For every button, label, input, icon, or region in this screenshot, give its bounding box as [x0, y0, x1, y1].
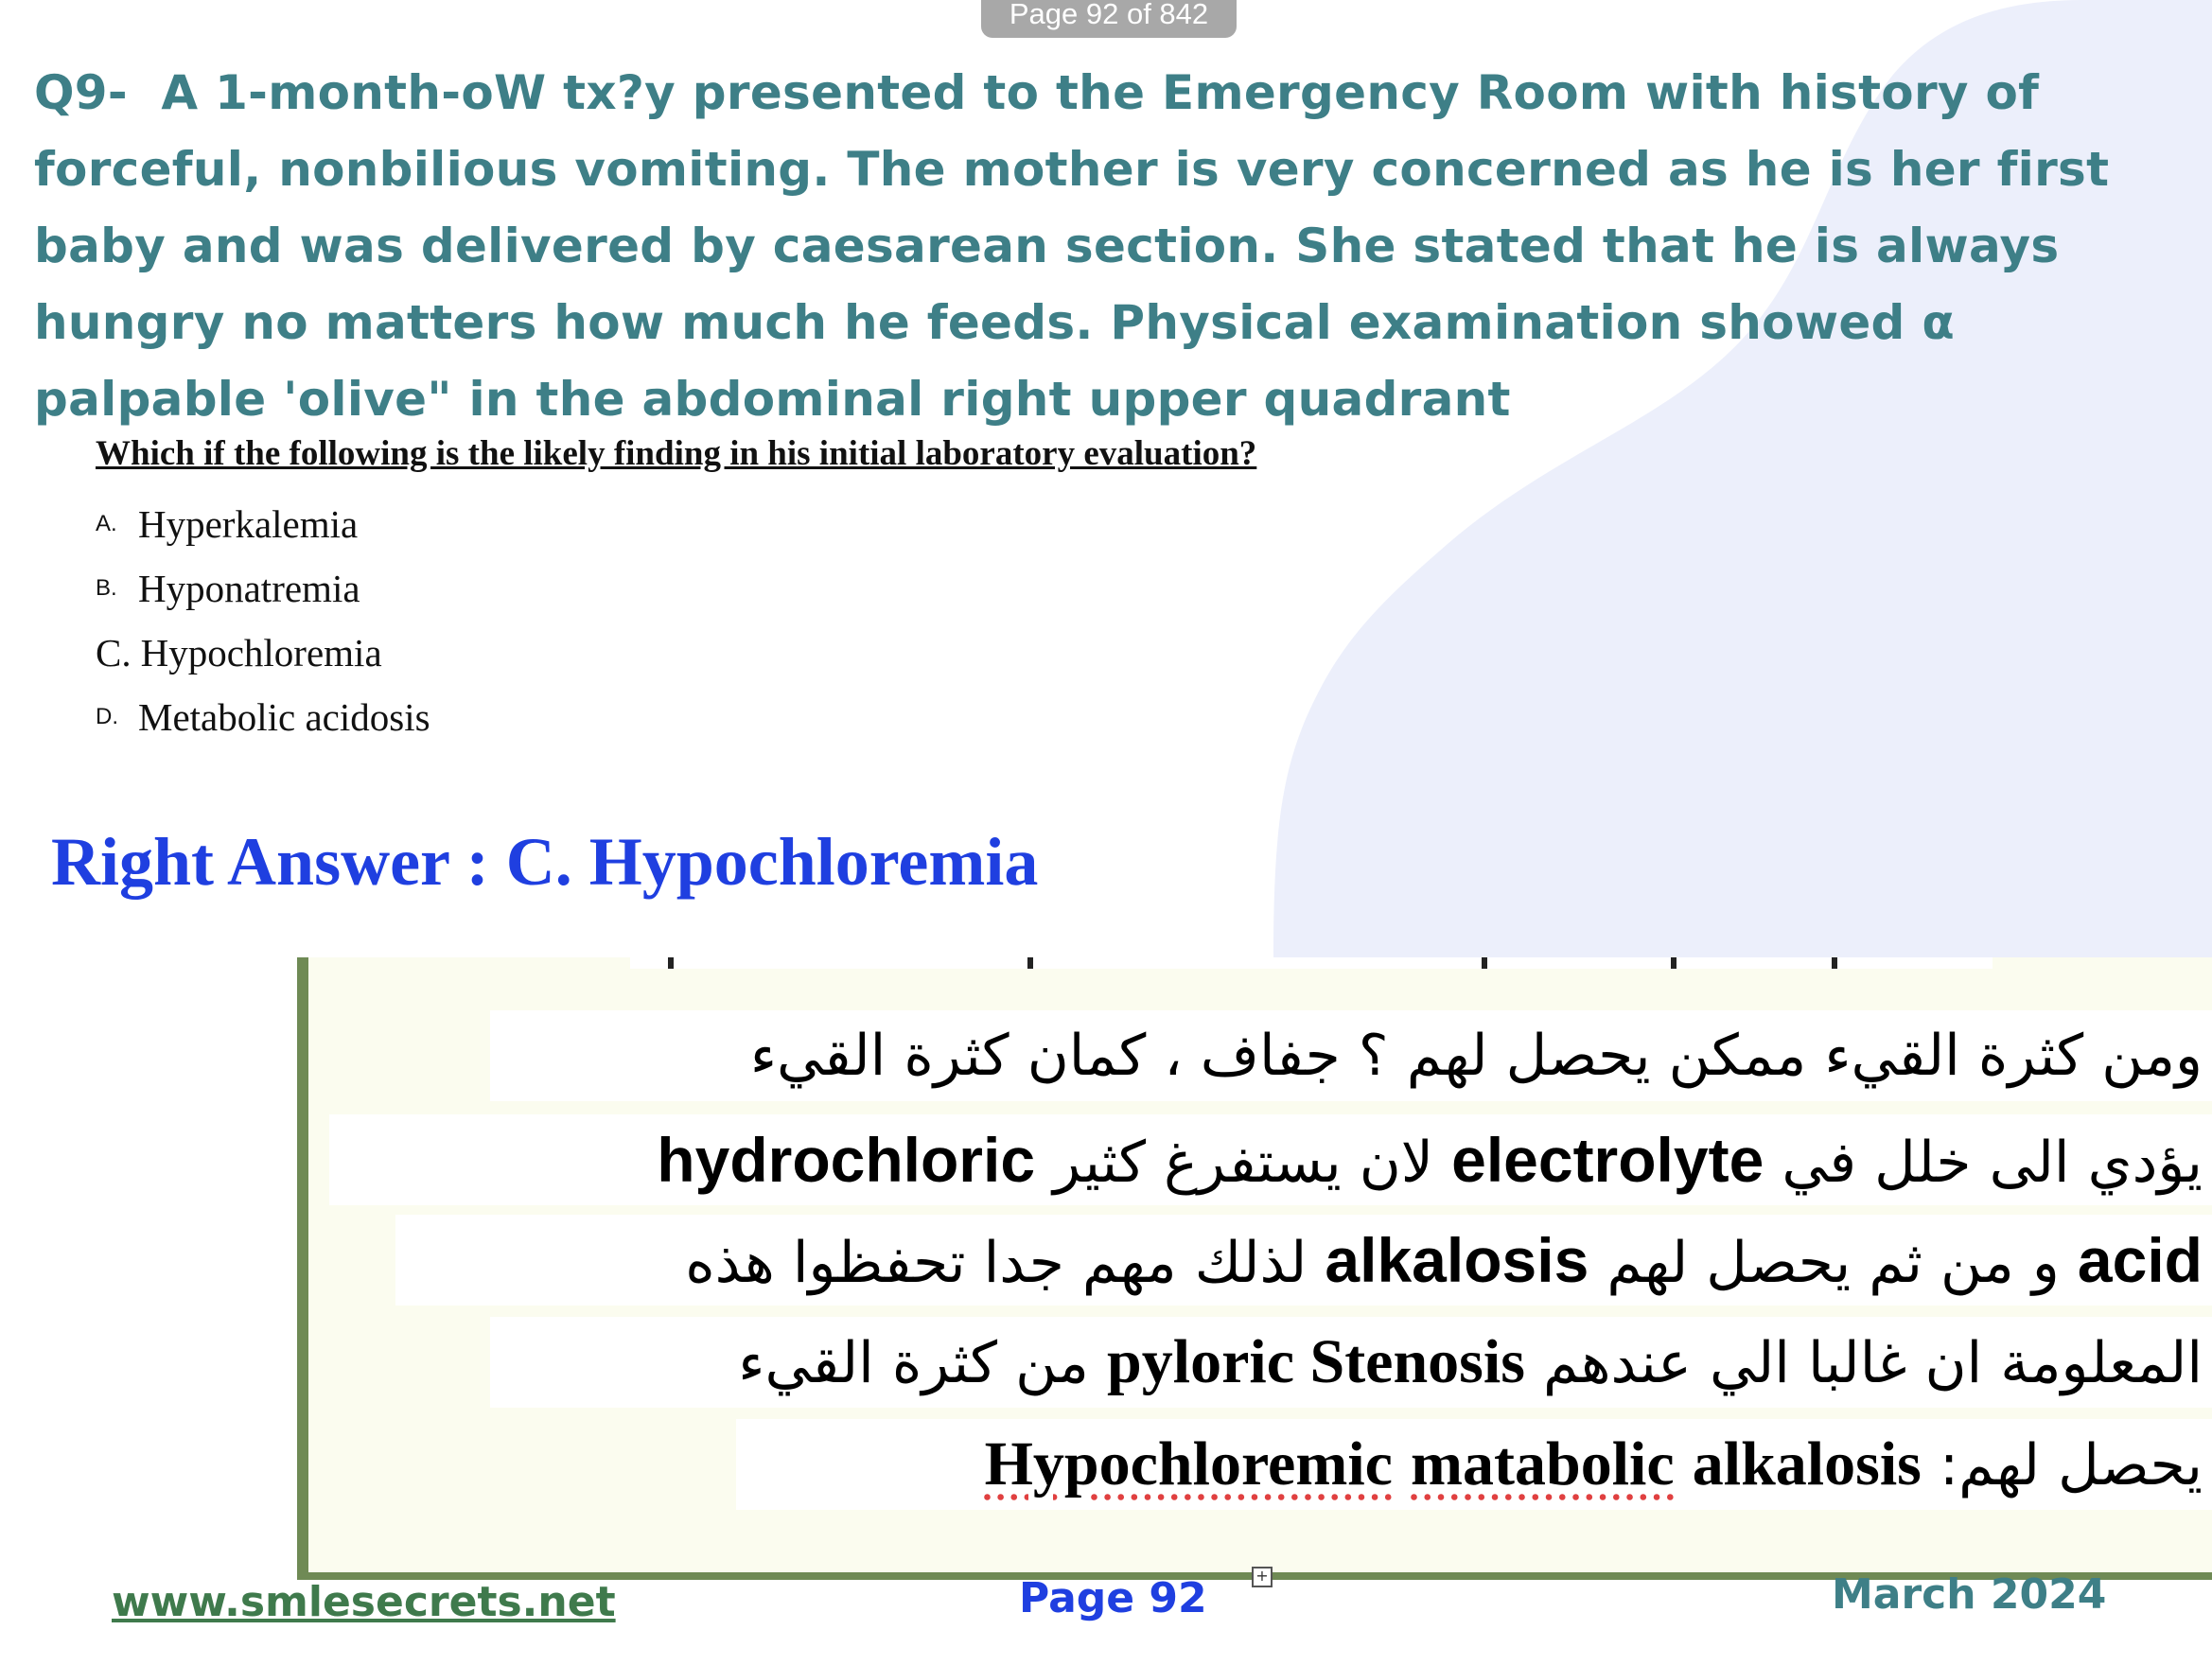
clipped-text-fragment: [668, 957, 674, 969]
note-text: يؤدي الى خلل في: [1782, 1130, 2203, 1196]
note-term: pyloric Stenosis: [1107, 1327, 1525, 1396]
choice-letter: B.: [96, 575, 117, 601]
note-text: لان يستفرغ كثير: [1053, 1130, 1434, 1196]
footer-date: March 2024: [1832, 1570, 2107, 1619]
choice-b: [96, 556, 430, 621]
note-text: ومن كثرة القيء ممكن يحصل لهم ؟ جفاف ، كمان كثرة القيء: [749, 1023, 2203, 1089]
note-text: لذلك مهم جدا تحفظوا هذه: [685, 1230, 1308, 1296]
note-term: hydrochloric: [657, 1125, 1036, 1195]
note-text: و من ثم يحصل لهم: [1606, 1230, 2060, 1296]
question-prompt: Which if the following is the likely finding in his initial laboratory evaluation?: [96, 434, 1257, 473]
note-line-2: [329, 1114, 2212, 1205]
question-number: Q9-: [34, 65, 128, 120]
note-text: يحصل لهم:: [1939, 1432, 2203, 1498]
right-answer: Right Answer : C. Hypochloremia: [51, 824, 1039, 900]
question-body: A 1-month-oW tx?y presented to the Emergency Room with history of forceful, nonbilious vomiting. The mother is very concerned as he is her first baby and was delivered by caesarean section. She stated that he is always hungry no matters how much he feeds. Physical examination showed α palpable 'olive" in the abdominal right upper quadrant: [34, 65, 2110, 427]
note-term: alkalosis: [1325, 1225, 1589, 1295]
choice-c: [96, 621, 430, 685]
website-link[interactable]: www.smlesecrets.net: [112, 1578, 616, 1626]
note-line-3: [395, 1215, 2212, 1306]
note-term: acid: [2077, 1225, 2203, 1295]
choice-letter: C.: [96, 631, 132, 675]
clipped-text-fragment: [1832, 957, 1837, 969]
note-term: alkalosis: [1692, 1429, 1922, 1498]
question-text: [34, 55, 2182, 438]
note-term-group: [984, 1429, 1922, 1498]
note-line-1: [490, 1010, 2212, 1101]
choice-text: Hypochloremia: [140, 631, 382, 675]
choice-a: [96, 492, 430, 556]
explanation-note: [297, 957, 2212, 1580]
choice-text: Metabolic acidosis: [138, 695, 430, 739]
clipped-text-strip: [630, 957, 1993, 969]
note-line-4: [490, 1317, 2212, 1408]
note-text: من كثرة القيء: [738, 1330, 1089, 1396]
choice-letter: A.: [96, 511, 117, 536]
choice-letter: D.: [96, 704, 118, 729]
note-line-5: [736, 1419, 2212, 1510]
page-indicator: Page 92 of 842: [981, 0, 1237, 38]
resize-handle-icon: +: [1252, 1567, 1273, 1587]
choice-d: [96, 685, 430, 749]
clipped-text-fragment: [1027, 957, 1033, 969]
choice-text: Hyperkalemia: [138, 502, 359, 546]
clipped-text-fragment: [1671, 957, 1677, 969]
note-term: Hypochloremic: [984, 1429, 1393, 1498]
footer-page-number: Page 92: [1019, 1574, 1207, 1622]
clipped-text-fragment: [1482, 957, 1487, 969]
note-term: matabolic: [1411, 1429, 1675, 1498]
answer-choices: [96, 492, 430, 749]
note-text: المعلومة ان غالبا الي عندهم: [1542, 1330, 2203, 1396]
note-term: electrolyte: [1451, 1125, 1764, 1195]
choice-text: Hyponatremia: [138, 567, 360, 610]
